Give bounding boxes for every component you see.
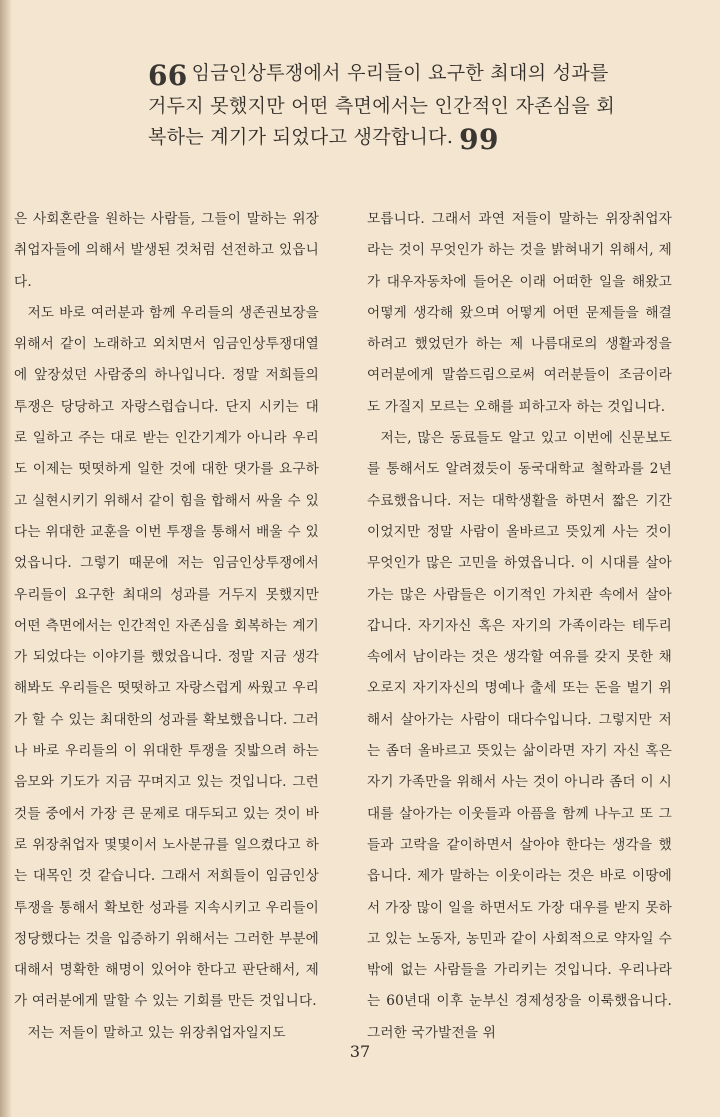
close-quote-mark: 99	[459, 123, 499, 156]
paragraph: 은 사회혼란을 원하는 사람들, 그들이 말하는 위장취업자들에 의해서 발생된 것처럼 선전하고 있읍니다.	[14, 211, 319, 290]
paragraph: 모릅니다. 그래서 과연 저들이 말하는 위장취업자라는 것이 무엇인가 하는 것을 밝혀내기 위해서, 제가 대우자동차에 들어온 이래 어떠한 일을 해왔고 어떻게 생각해 왔으며 어떻게 어떤 문제들을 해결하려고 했었던가 하는 제 나름대로의 생활과정을 여러분에게 말씀드림으로써 여러분들이 조금이라도 가질지 모르는 오해를 피하고자 하는 것입니다.	[367, 211, 672, 415]
left-text-column	[14, 204, 319, 1049]
page-number: 37	[349, 1042, 371, 1061]
pull-quote	[148, 58, 618, 155]
right-text-column	[367, 204, 672, 1049]
open-quote-mark: 66	[148, 59, 188, 92]
paragraph: 저는 저들이 말하고 있는 위장취업자일지도	[27, 1024, 286, 1041]
paragraph: 저는, 많은 동료들도 알고 있고 이번에 신문보도를 통해서도 알려졌듯이 동국대학교 철학과를 2년 수료했읍니다. 저는 대학생활을 하면서 짧은 기간이었지만 정말 사람이 올바르고 뜻있게 사는 것이 무엇인가 많은 고민을 하였읍니다. 이 시대를 살아가는 많은 사람들은 이기적인 가치관 속에서 살아갑니다. 자기자신 혹은 자기의 가족이라는 테두리 속에서 남이라는 것은 생각할 여유를 갖지 못한 채 오로지 자기자신의 명예나 출세 또는 돈을 벌기 위해서 살아가는 사람이 대다수입니다. 그렇지만 저는 좀더 올바르고 뜻있는 삶이라면 자기 자신 혹은 자기 가족만을 위해서 사는 것이 아니라 좀더 이 시대를 살아가는 이웃들과 아픔을 함께 나누고 또 그들과 고락을 같이하면서 살아야 한다는 생각을 했읍니다. 제가 말하는 이웃이라는 것은 바로 이땅에서 가장 많이 일을 하면서도 가장 대우를 받지 못하고 있는 노동자, 농민과 같이 사회적으로 약자일 수밖에 없는 사람들을 가리키는 것입니다. 우리나라는 60년대 이후 눈부신 경제성장을 이룩했읍니다. 그러한 국가발전을 위	[367, 430, 672, 1041]
pull-quote-text: 임금인상투쟁에서 우리들이 요구한 최대의 성과를 거두지 못했지만 어떤 측면에서는 인간적인 자존심을 회복하는 계기가 되었다고 생각합니다.	[148, 62, 616, 148]
paragraph: 저도 바로 여러분과 함께 우리들의 생존권보장을 위해서 같이 노래하고 외치면서 임금인상투쟁대열에 앞장섰던 사람중의 하나입니다. 정말 저희들의 투쟁은 당당하고 자랑스럽습니다. 단지 시키는 대로 일하고 주는 대로 받는 인간기계가 아니라 우리도 이제는 떳떳하게 일한 것에 대한 댓가를 요구하고 실현시키기 위해서 같이 힘을 합해서 싸울 수 있다는 위대한 교훈을 이번 투쟁을 통해서 배울 수 있었읍니다. 그렇기 때문에 저는 임금인상투쟁에서 우리들이 요구한 최대의 성과를 거두지 못했지만 어떤 측면에서는 인간적인 자존심을 회복하는 계기가 되었다는 이야기를 했었읍니다. 정말 지금 생각해봐도 우리들은 떳떳하고 자랑스럽게 싸웠고 우리가 할 수 있는 최대한의 성과를 확보했읍니다. 그러나 바로 우리들의 이 위대한 투쟁을 짓밟으려 하는 음모와 기도가 지금 꾸며지고 있는 것입니다. 그런 것들 중에서 가장 큰 문제로 대두되고 있는 것이 바로 위장취업자 몇몇이서 노사분규를 일으켰다고 하는 대목인 것 같습니다. 그래서 저희들이 임금인상투쟁을 통해서 확보한 성과를 지속시키고 우리들이 정당했다는 것을 입증하기 위해서는 그러한 부분에 대해서 명확한 해명이 있어야 한다고 판단해서, 제가 여러분에게 말할 수 있는 기회를 만든 것입니다.	[14, 304, 319, 1010]
page-spine-shadow	[0, 0, 12, 1117]
